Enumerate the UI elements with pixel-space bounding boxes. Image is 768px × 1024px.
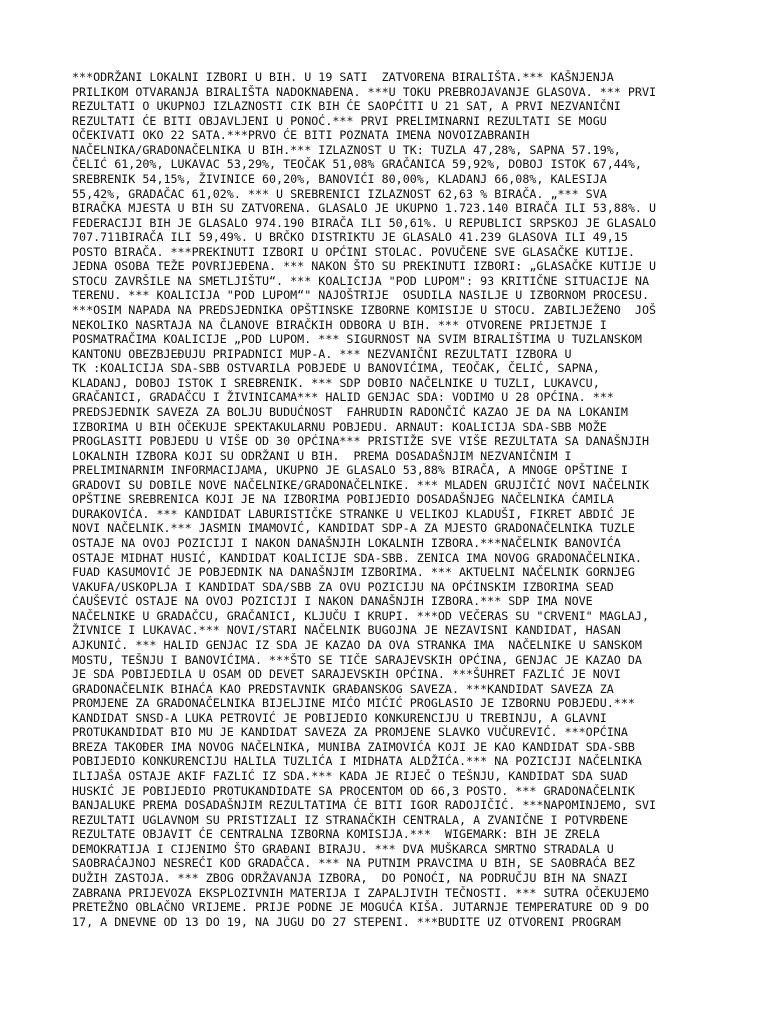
text-line: NOVI NAČELNIK.*** JASMIN IMAMOVIĆ, KANDIDAT SDP-A ZA MJESTO GRADONAČELNIKA TUZLE (72, 521, 635, 536)
text-line: REZULTATI ĆE BITI OBJAVLJENI U PONOĆ.*** PRVI PRELIMINARNI REZULTATI SE MOGU (72, 113, 607, 128)
text-line: IZBORIMA U BIH OČEKUJE SPEKTAKULARNU POBJEDU. ARNAUT: KOALICIJA SDA-SBB MOŽE (72, 419, 607, 434)
text-line: PROTUKANDIDAT BIO MU JE KANDIDAT SAVEZA ZA PROMJENE SLAVKO VUČUREVIĆ. ***OPĆINA (72, 725, 628, 740)
text-line: PRILIKOM OTVARANJA BIRALIŠTA NADOKNAĐENA. ***U TOKU PREBROJAVANJE GLASOVA. *** PRVI (72, 84, 657, 99)
text-line: OČEKIVATI OKO 22 SATA.***PRVO ĆE BITI POZNATA IMENA NOVOIZABRANIH (72, 128, 530, 143)
text-line: GRAČANICI, GRADAČCU I ŽIVINICAMA*** HALID GENJAC SDA: VODIMO U 28 OPĆINA. *** (72, 390, 614, 405)
text-line: NEKOLIKO NASRTAJA NA ČLANOVE BIRAČKIH ODBORA U BIH. *** OTVORENE PRIJETNJE I (72, 317, 607, 332)
text-line: HUSKIĆ JE POBIJEDIO PROTUKANDIDATE SA PROCENTOM OD 66,3 POSTO. *** GRADONAČELNIK (72, 783, 635, 798)
text-line: REZULTATI UGLAVNOM SU PRISTIZALI IZ STRANAČKIH CENTRALA, A ZVANIČNE I POTVRĐENE (72, 812, 628, 827)
text-line: 707.711BIRAČA ILI 59,49%. U BRČKO DISTRIKTU JE GLASALO 41.239 GLASOVA ILI 49,15 (72, 230, 628, 245)
text-line: ***OSIM NAPADA NA PREDSJEDNIKA OPŠTINSKE IZBORNE KOMISIJE U STOCU. ZABILJEŽENO JOŠ (72, 303, 657, 317)
text-line: BREZA TAKOĐER IMA NOVOG NAČELNIKA, MUNIBA ZAIMOVIĆA KOJI JE KAO KANDIDAT SDA-SBB (72, 739, 635, 754)
text-line: MOSTU, TEŠNJU I BANOVIĆIMA. ***ŠTO SE TIČE SARAJEVSKIH OPĆINA, GENJAC JE KAZAO DA (72, 652, 642, 667)
text-line: ZABRANA PRIJEVOZA EKSPLOZIVNIH MATERIJA I ZAPALJIVIH TEČNOSTI. *** SUTRA OČEKUJEMO (72, 885, 649, 900)
text-line: SAOBRAĆAJNOJ NESREĆI KOD GRADAČCA. *** NA PUTNIM PRAVCIMA U BIH, SE SAOBRAĆA BEZ (72, 856, 635, 871)
text-line: DUŽIH ZASTOJA. *** ZBOG ODRŽAVANJA IZBORA, DO PONOĆI, NA PODRUČJU BIH NA SNAZI (72, 870, 628, 885)
text-line: GRADONAČELNIK BIHAĆA KAO PREDSTAVNIK GRAĐANSKOG SAVEZA. ***KANDIDAT SAVEZA ZA (72, 681, 614, 696)
text-line: SREBRENIK 54,15%, ŽIVINICE 60,20%, BANOVIĆI 80,00%, KLADANJ 66,08%, KALESIJA (72, 171, 607, 186)
text-line: DURAKOVIĆA. *** KANDIDAT LABURISTIČKE STRANKE U VELIKOJ KLADUŠI, FIKRET ABDIĆ JE (72, 506, 635, 521)
text-line: POBIJEDIO KONKURENCIJU HALILA TUZLIĆA I MIDHATA ALDŽIĆA.*** NA POZICIJI NAČELNIKA (72, 754, 642, 769)
text-line: TERENU. *** KOALICIJA "POD LUPOM“" NAJOŠTRIJE OSUDILA NASILJE U IZBORNOM PROCESU. (72, 288, 649, 303)
text-line: PRETEŽNO OBLAČNO VRIJEME. PRIJE PODNE JE MOGUĆA KIŠA. JUTARNJE TEMPERATURE OD 9 DO (72, 900, 649, 915)
text-line: DEMOKRATIJA I CIJENIMO ŠTO GRAĐANI BIRAJU. *** DVA MUŠKARCA SMRTNO STRADALA U (72, 841, 614, 856)
text-line: 55,42%, GRADAČAC 61,02%. *** U SREBRENICI IZLAZNOST 62,63 % BIRAČA. „*** SVA (72, 186, 607, 201)
text-line: ŽIVNICE I LUKAVAC.*** NOVI/STARI NAČELNIK BUGOJNA JE NEZAVISNI KANDIDAT, HASAN (72, 623, 621, 638)
text-line: ĆAUŠEVIĆ OSTAJE NA OVOJ POZICIJI I NAKON DANAŠNJIH IZBORA.*** SDP IMA NOVE (72, 594, 593, 609)
text-line: STOCU ZAVRŠILE NA SMETLJIŠTU“. *** KOALICIJA "POD LUPOM": 93 KRITIČNE SITUACIJE NA (72, 273, 649, 288)
text-line: NAČELNIKA/GRADONAČELNIKA U BIH.*** IZLAZNOST U TK: TUZLA 47,28%, SAPNA 57.19%, (72, 142, 621, 157)
text-line: VAKUFA/USKOPLJA I KANDIDAT SDA/SBB ZA OVU POZICIJU NA OPĆINSKIM IZBORIMA SEAD (72, 579, 614, 594)
text-line: BANJALUKE PREMA DOSADAŠNJIM REZULTATIMA ĆE BITI IGOR RADOJIČIĆ. ***NAPOMINJEMO, SVI (72, 798, 657, 813)
text-line: LOKALNIH IZBORA KOJI SU ODRŽANI U BIH. PREMA DOSADAŠNJIM NEZVANIČNIM I (72, 448, 572, 463)
text-line: ***ODRŽANI LOKALNI IZBORI U BIH. U 19 SATI ZATVORENA BIRALIŠTA.*** KAŠNJENJA (72, 70, 614, 84)
text-line: PREDSJEDNIK SAVEZA ZA BOLJU BUDUĆNOST FAHRUDIN RADONČIĆ KAZAO JE DA NA LOKANIM (72, 404, 628, 419)
text-line: 17, A DNEVNE OD 13 DO 19, NA JUGU DO 27 STEPENI. ***BUDITE UZ OTVORENI PROGRAM (72, 914, 621, 929)
text-line: FUAD KASUMOVIĆ JE POBJEDNIK NA DANAŠNJIM IZBORIMA. *** AKTUELNI NAČELNIK GORNJEG (72, 565, 635, 580)
text-line: PRELIMINARNIM INFORMACIJAMA, UKUPNO JE GLASALO 53,88% BIRAČA, A MNOGE OPŠTINE I (72, 463, 628, 478)
text-line: NAČELNIKE U GRADAČCU, GRAČANICI, KLJUČU I KRUPI. ***OD VEČERAS SU "CRVENI" MAGLAJ, (72, 608, 649, 623)
text-line: KANDIDAT SNSD-A LUKA PETROVIĆ JE POBIJEDIO KONKURENCIJU U TREBINJU, A GLAVNI (72, 710, 607, 725)
text-line: AJKUNIĆ. *** HALID GENJAC IZ SDA JE KAZAO DA OVA STRANKA IMA NAČELNIKE U SANSKOM (72, 637, 642, 652)
text-line: REZULTATI O UKUPNOJ IZLAZNOSTI CIK BIH ĆE SAOPĆITI U 21 SAT, A PRVI NEZVANIČNI (72, 99, 621, 114)
text-line: JEDNA OSOBA TEŽE POVRIJEĐENA. *** NAKON ŠTO SU PREKINUTI IZBORI: „GLASAČKE KUTIJE U (72, 259, 657, 274)
text-line: BIRAČKA MJESTA U BIH SU ZATVORENA. GLASALO JE UKUPNO 1.723.140 BIRAČA ILI 53,88%. U (72, 201, 657, 216)
text-line: OSTAJE NA OVOJ POZICIJI I NAKON DANAŠNJIH LOKALNIH IZBORA.***NAČELNIK BANOVIĆA (72, 536, 621, 550)
text-line: GRADOVI SU DOBILE NOVE NAČELNIKE/GRADONAČELNIKE. *** MLADEN GRUJIČIĆ NOVI NAČELNIK (72, 477, 649, 492)
text-line: ILIJAŠA OSTAJE AKIF FAZLIĆ IZ SDA.*** KADA JE RIJEČ O TEŠNJU, KANDIDAT SDA SUAD (72, 769, 628, 783)
text-line: ČELIĆ 61,20%, LUKAVAC 53,29%, TEOČAK 51,08% GRAČANICA 59,92%, DOBOJ ISTOK 67,44%, (72, 157, 642, 172)
text-line: KLADANJ, DOBOJ ISTOK I SREBRENIK. *** SDP DOBIO NAČELNIKE U TUZLI, LUKAVCU, (72, 375, 600, 390)
text-line: FEDERACIJI BIH JE GLASALO 974.190 BIRAČA ILI 50,61%. U REPUBLICI SRPSKOJ JE GLASALO (72, 215, 657, 230)
text-line: JE SDA POBIJEDILA U OSAM OD DEVET SARAJEVSKIH OPĆINA. ***ŠUHRET FAZLIĆ JE NOVI (72, 667, 621, 682)
news-ticker-text (72, 70, 712, 929)
text-line: POSMATRAČIMA KOALICIJE „POD LUPOM. *** SIGURNOST NA SVIM BIRALIŠTIMA U TUZLANSKOM (72, 332, 642, 347)
text-line: REZULTATE OBJAVIT ĆE CENTRALNA IZBORNA KOMISIJA.*** WIGEMARK: BIH JE ZRELA (72, 827, 600, 842)
text-line: OSTAJE MIDHAT HUSIĆ, KANDIDAT KOALICIJE SDA-SBB. ZENICA IMA NOVOG GRADONAČELNIKA. (72, 550, 642, 565)
text-line: KANTONU OBEZBJEĐUJU PRIPADNICI MUP-A. *** NEZVANIČNI REZULTATI IZBORA U (72, 346, 572, 361)
text-line: TK :KOALICIJA SDA-SBB OSTVARILA POBJEDE U BANOVIĆIMA, TEOČAK, ČELIĆ, SAPNA, (72, 361, 600, 376)
text-line: PROMJENE ZA GRADONAČELNIKA BIJELJINE MIĆO MIĆIĆ PROGLASIO JE IZBORNU POBJEDU.*** (72, 696, 635, 711)
text-line: PROGLASITI POBJEDU U VIŠE OD 30 OPĆINA*** PRISTIŽE SVE VIŠE REZULTATA SA DANAŠNJIH (72, 434, 649, 449)
text-line: POSTO BIRAČA. ***PREKINUTI IZBORI U OPĆINI STOLAC. POVUČENE SVE GLASAČKE KUTIJE. (72, 244, 635, 259)
text-line: OPŠTINE SREBRENICA KOJI JE NA IZBORIMA POBIJEDIO DOSADAŠNJEG NAČELNIKA ĆAMILA (72, 492, 614, 507)
